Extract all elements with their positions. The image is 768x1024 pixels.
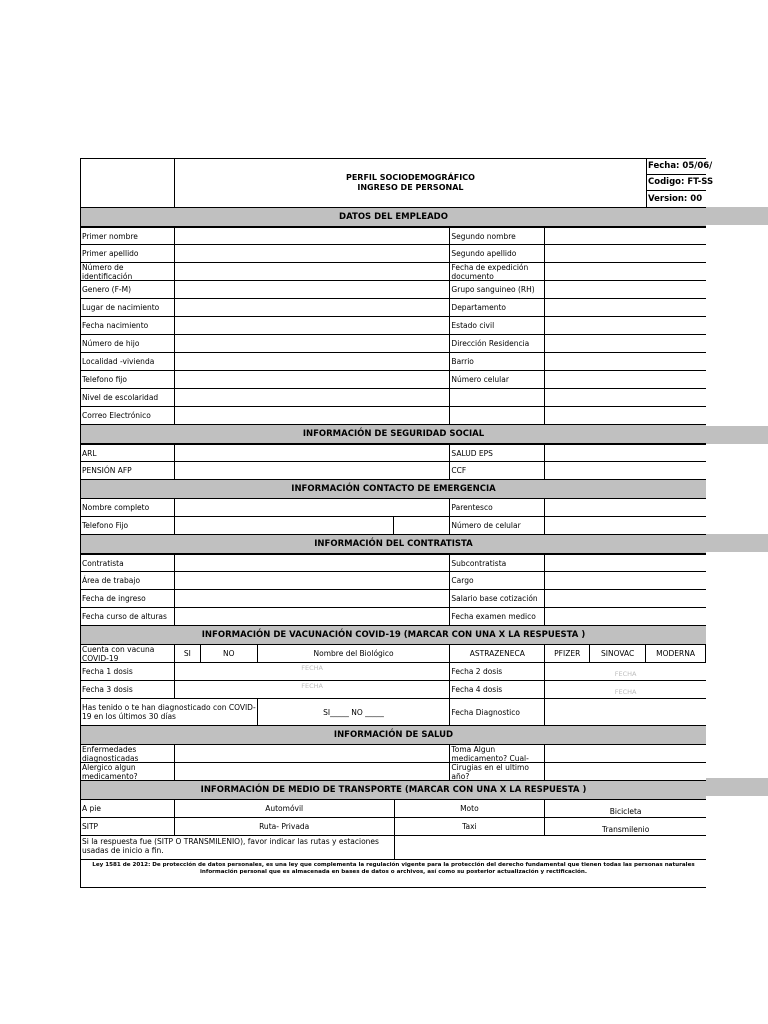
option-taxi[interactable]: Taxi <box>395 818 546 835</box>
form-row <box>80 299 706 317</box>
vacuna-row <box>80 681 706 699</box>
logo-area <box>81 159 175 207</box>
field-label: Alergico algun medicamento? <box>81 763 175 780</box>
field-label: Subcontratista <box>450 555 545 571</box>
form-row <box>80 462 706 480</box>
section-seguridad: INFORMACIÓN DE SEGURIDAD SOCIAL <box>81 425 706 443</box>
option-si[interactable]: SI <box>175 645 201 662</box>
input-field[interactable] <box>545 228 706 244</box>
field-label: Fecha 4 dosis <box>450 681 545 698</box>
field-label: Has tenido o te han diagnosticado con COVID-19 en los últimos 30 días <box>81 699 258 725</box>
form-row <box>80 554 706 572</box>
input-field[interactable] <box>175 745 451 762</box>
input-field[interactable] <box>545 263 706 280</box>
input-field[interactable] <box>175 555 451 571</box>
form-row <box>80 263 706 281</box>
form-row <box>80 245 706 263</box>
field-label: Número celular <box>450 371 545 388</box>
form-row <box>80 590 706 608</box>
input-field[interactable] <box>175 371 451 388</box>
field-label: Primer apellido <box>81 245 175 262</box>
section-extension <box>706 534 768 552</box>
field-label: Área de trabajo <box>81 572 175 589</box>
field-label: Número de celular <box>450 517 545 534</box>
section-extension <box>706 426 768 444</box>
input-field[interactable] <box>175 263 451 280</box>
form-version: Version: 00 <box>648 193 703 204</box>
field-label: SALUD EPS <box>450 445 545 461</box>
field-label: Cargo <box>450 572 545 589</box>
input-field[interactable] <box>175 517 395 534</box>
form-row <box>80 389 706 407</box>
rutas-label: Si la respuesta fue (SITP O TRANSMILENIO), favor indicar las rutas y estaciones usadas de inicio a fin. <box>81 836 395 859</box>
option-a-pie[interactable]: A pie <box>81 800 175 817</box>
input-field[interactable] <box>545 499 706 516</box>
field-label <box>450 389 545 406</box>
option-astrazeneca[interactable]: ASTRAZENECA <box>450 645 545 662</box>
option-sitp[interactable]: SITP <box>81 818 175 835</box>
input-field[interactable] <box>545 462 706 479</box>
rutas-input[interactable] <box>395 836 707 859</box>
input-field[interactable] <box>175 245 451 262</box>
input-field[interactable] <box>175 281 451 298</box>
empleado-rows <box>80 227 706 425</box>
option-moderna[interactable]: MODERNA <box>646 645 706 662</box>
diagnostico-answer[interactable]: SI_____ NO _____ <box>258 699 451 725</box>
seguridad-rows <box>80 444 706 480</box>
form-row <box>80 499 706 517</box>
form-row <box>80 444 706 462</box>
form-sheet <box>80 158 714 888</box>
field-label: Telefono Fijo <box>81 517 175 534</box>
field-label <box>450 407 545 424</box>
field-label: Fecha 2 dosis <box>450 663 545 680</box>
field-label: Lugar de nacimiento <box>81 299 175 316</box>
contratista-rows <box>80 554 706 626</box>
field-label: Fecha examen medico <box>450 608 545 625</box>
section-transporte: INFORMACIÓN DE MEDIO DE TRANSPORTE (MARCAR CON UNA X LA RESPUESTA ) <box>81 781 706 799</box>
field-label: Barrio <box>450 353 545 370</box>
field-label: Parentesco <box>450 499 545 516</box>
form-row <box>80 335 706 353</box>
input-field[interactable] <box>545 745 706 762</box>
vacuna-row <box>80 663 706 681</box>
field-label: PENSIÓN AFP <box>81 462 175 479</box>
input-field[interactable] <box>545 407 706 424</box>
input-field[interactable] <box>175 389 451 406</box>
input-field[interactable] <box>545 517 706 534</box>
input-field[interactable] <box>545 763 706 780</box>
input-field[interactable] <box>175 353 451 370</box>
field-label: Segundo nombre <box>450 228 545 244</box>
field-label: Toma Algun medicamento? Cual- <box>450 745 545 762</box>
date-input[interactable]: FECHA <box>175 681 451 698</box>
vacuna-row <box>80 699 706 726</box>
input-field[interactable] <box>175 499 451 516</box>
form-row <box>80 317 706 335</box>
option-automovil[interactable]: Automóvil <box>175 800 395 817</box>
field-label: Contratista <box>81 555 175 571</box>
form-date: Fecha: 05/06/ <box>647 159 706 175</box>
input-field[interactable] <box>545 281 706 298</box>
field-label: Grupo sanguineo (RH) <box>450 281 545 298</box>
input-field[interactable] <box>175 462 451 479</box>
title-line-1: PERFIL SOCIODEMOGRÁFICO <box>345 173 475 182</box>
field-label: Fecha 1 dosis <box>81 663 175 680</box>
input-field[interactable] <box>545 445 706 461</box>
section-vacunacion: INFORMACIÓN DE VACUNACIÓN COVID-19 (MARCAR CON UNA X LA RESPUESTA ) <box>81 626 706 644</box>
form-row <box>80 407 706 425</box>
section-extension <box>706 778 768 796</box>
input-field[interactable] <box>175 763 451 780</box>
field-label: Cirugias en el ultimo año? <box>450 763 545 780</box>
form-code: Codigo: FT-SS <box>647 175 706 191</box>
form-title <box>175 159 647 207</box>
input-field[interactable] <box>545 353 706 370</box>
option-pfizer[interactable]: PFIZER <box>545 645 590 662</box>
form-row <box>80 371 706 389</box>
input-field[interactable] <box>545 317 706 334</box>
input-field[interactable] <box>545 371 706 388</box>
field-label: Dirección Residencia <box>450 335 545 352</box>
field-label: ARL <box>81 445 175 461</box>
form-row <box>80 572 706 590</box>
salud-row <box>80 763 706 781</box>
field-label: Telefono fijo <box>81 371 175 388</box>
form-row <box>80 281 706 299</box>
input-field[interactable] <box>175 335 451 352</box>
legal-row <box>80 860 706 888</box>
section-contratista: INFORMACIÓN DEL CONTRATISTA <box>81 535 706 553</box>
field-label: Departamento <box>450 299 545 316</box>
field-label: Nombre completo <box>81 499 175 516</box>
option-sinovac[interactable]: SINOVAC <box>590 645 646 662</box>
form-row <box>80 517 706 535</box>
field-label: Número de hijo <box>81 335 175 352</box>
option-moto[interactable]: Moto <box>395 800 546 817</box>
option-no[interactable]: NO <box>201 645 258 662</box>
field-label: Fecha de expedición documento <box>450 263 545 280</box>
input-field[interactable] <box>175 407 451 424</box>
input-field[interactable] <box>545 555 706 571</box>
form-meta <box>647 159 714 207</box>
field-label: Primer nombre <box>81 228 175 244</box>
field-label: Localidad -vivienda <box>81 353 175 370</box>
field-label: Estado civil <box>450 317 545 334</box>
vacuna-row <box>80 645 706 663</box>
input-field[interactable] <box>175 299 451 316</box>
transporte-row <box>80 818 706 836</box>
field-label: CCF <box>450 462 545 479</box>
field-label: Fecha 3 dosis <box>81 681 175 698</box>
input-field[interactable] <box>545 299 706 316</box>
option-bicicleta[interactable]: Bicicleta <box>609 807 642 816</box>
input-field[interactable] <box>545 572 706 589</box>
field-label: Cuenta con vacuna COVID-19 <box>81 645 175 662</box>
input-field[interactable] <box>175 572 451 589</box>
transporte-row <box>80 800 706 818</box>
input-field[interactable] <box>175 228 451 244</box>
section-emergencia: INFORMACIÓN CONTACTO DE EMERGENCIA <box>81 480 706 498</box>
field-label: Genero (F-M) <box>81 281 175 298</box>
salud-row <box>80 745 706 763</box>
input-field[interactable] <box>545 699 706 725</box>
field-label: Fecha nacimiento <box>81 317 175 334</box>
input-field[interactable] <box>545 245 706 262</box>
form-row <box>80 353 706 371</box>
date-input[interactable]: FECHA <box>614 670 637 678</box>
input-field[interactable] <box>175 590 451 607</box>
field-label: Fecha Diagnostico <box>450 699 545 725</box>
field-label: Salario base cotización <box>450 590 545 607</box>
section-empleado: DATOS DEL EMPLEADO <box>81 208 706 226</box>
input-field[interactable] <box>175 317 451 334</box>
section-extension <box>706 207 768 225</box>
field-label: Correo Electrónico <box>81 407 175 424</box>
field-label: Fecha curso de alturas <box>81 608 175 625</box>
field-label: Segundo apellido <box>450 245 545 262</box>
form-row <box>80 227 706 245</box>
section-salud: INFORMACIÓN DE SALUD <box>81 726 706 744</box>
input-field[interactable] <box>394 517 450 534</box>
field-label: Número de identificación <box>81 263 175 280</box>
input-field[interactable] <box>545 590 706 607</box>
form-row <box>80 608 706 626</box>
field-label: Nivel de escolaridad <box>81 389 175 406</box>
transporte-row <box>80 836 706 860</box>
field-label: Fecha de ingreso <box>81 590 175 607</box>
date-input[interactable]: FECHA <box>614 688 637 696</box>
form-header <box>80 158 714 208</box>
input-field[interactable] <box>545 335 706 352</box>
date-input[interactable]: FECHA <box>175 663 451 680</box>
field-label: Nombre del Biológico <box>258 645 451 662</box>
input-field[interactable] <box>175 445 451 461</box>
title-line-2: INGRESO DE PERSONAL <box>357 183 464 192</box>
option-transmilenio[interactable]: Transmilenio <box>601 825 650 834</box>
input-field[interactable] <box>545 389 706 406</box>
legal-note: Ley 1581 de 2012: De protección de datos personales, es una ley que complementa la regulación vigente para la protección del derecho fundamental que tienen todas las personas naturales información personal que es almacenada en bases de datos o archivos, así como su posterior actualización y rectificación. <box>92 862 695 875</box>
field-label: Enfermedades diagnosticadas <box>81 745 175 762</box>
option-ruta-privada[interactable]: Ruta- Privada <box>175 818 395 835</box>
input-field[interactable] <box>175 608 451 625</box>
input-field[interactable] <box>545 608 706 625</box>
